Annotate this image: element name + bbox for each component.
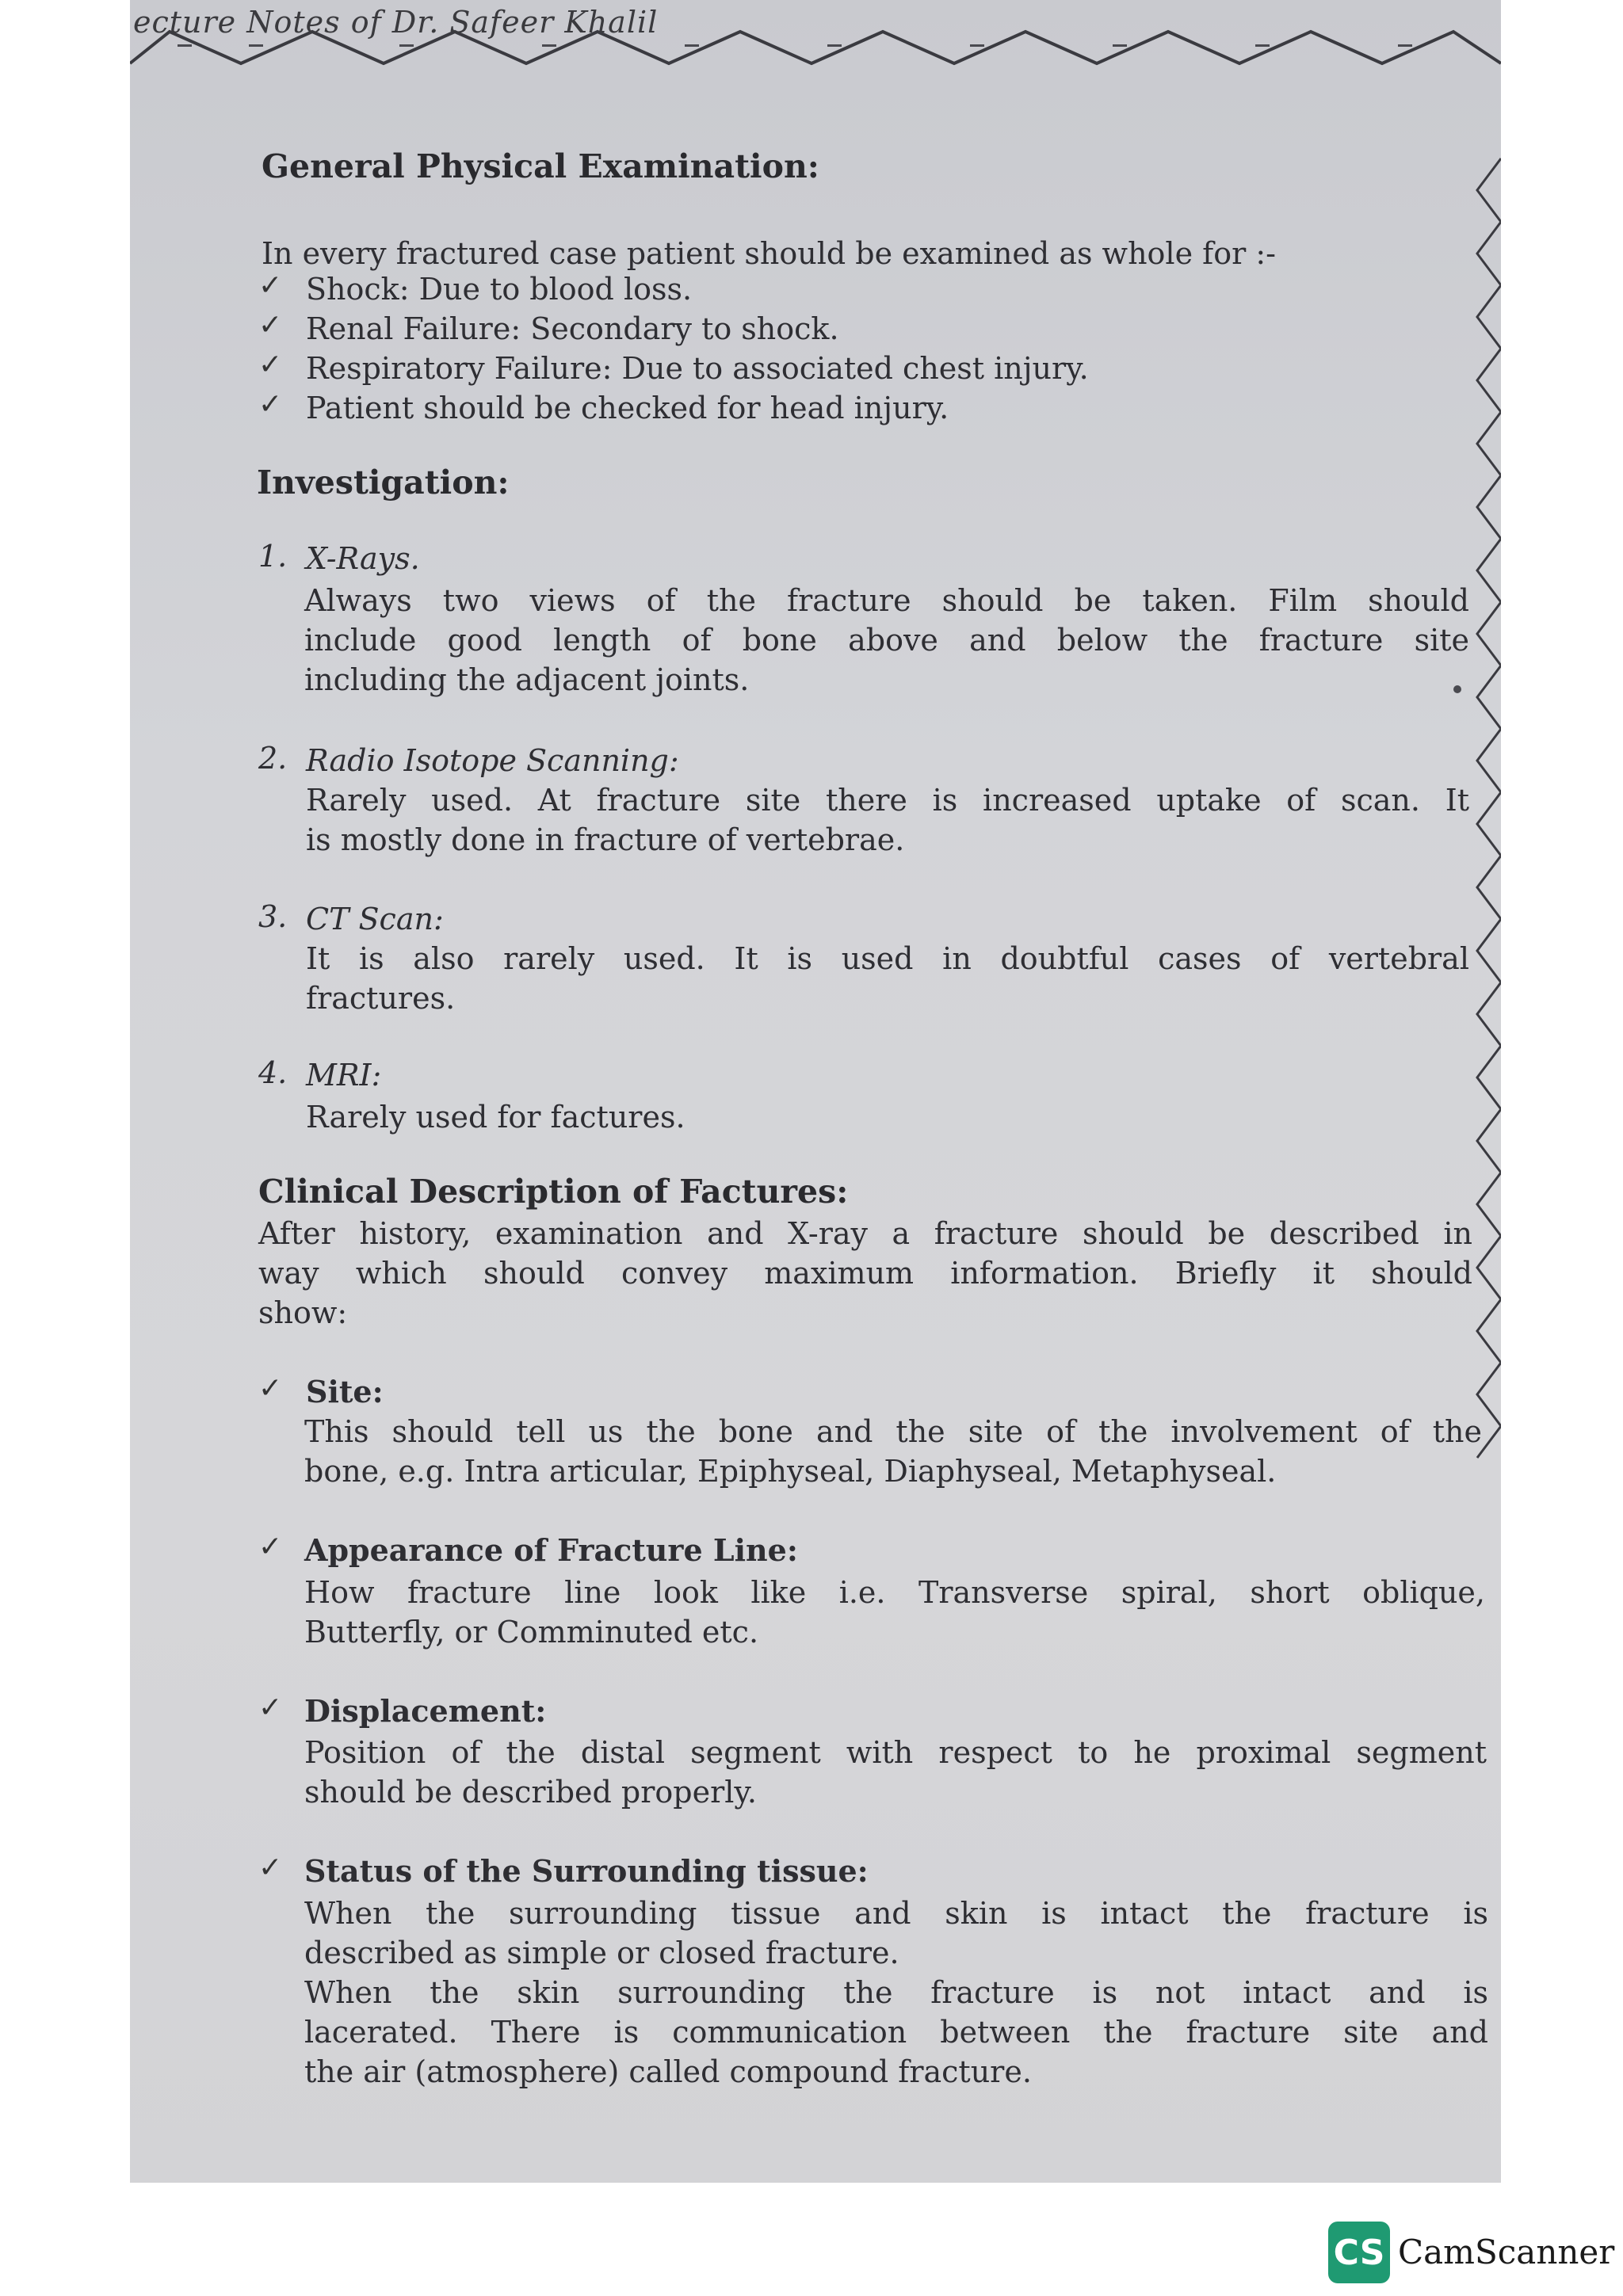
running-header: ecture Notes of Dr. Safeer Khalil — [133, 5, 659, 40]
investigation-title: X-Rays. — [306, 541, 420, 576]
clinical-item-text: When the skin surrounding the fracture is not intact and is — [304, 1975, 1488, 2010]
scanned-page — [130, 0, 1501, 2183]
clinical-item-text: should be described properly. — [304, 1775, 757, 1810]
heading-clinical-description: Clinical Description of Factures: — [258, 1173, 849, 1211]
clinical-item-title: Status of the Surrounding tissue: — [304, 1853, 869, 1889]
clinical-item-title: Displacement: — [304, 1693, 547, 1729]
check-icon: ✓ — [258, 269, 283, 302]
clinical-item-text: lacerated. There is communication between the fracture site and — [304, 2015, 1488, 2050]
gpe-item: Shock: Due to blood loss. — [306, 272, 693, 307]
list-number: 1. — [258, 539, 288, 574]
clinical-intro: way which should convey maximum information. Briefly it should — [258, 1256, 1472, 1291]
check-icon: ✓ — [258, 309, 283, 341]
investigation-text: It is also rarely used. It is used in doubtful cases of vertebral — [306, 941, 1469, 976]
investigation-title: Radio Isotope Scanning: — [306, 743, 679, 778]
heading-general-physical-examination: General Physical Examination: — [262, 147, 819, 185]
clinical-item-text: the air (atmosphere) called compound fracture. — [304, 2054, 1032, 2089]
heading-investigation: Investigation: — [257, 463, 510, 502]
investigation-title: MRI: — [306, 1058, 382, 1093]
investigation-title: CT Scan: — [306, 902, 444, 936]
list-number: 4. — [258, 1055, 288, 1090]
page-content — [130, 0, 1501, 2183]
investigation-text: is mostly done in fracture of vertebrae. — [306, 822, 905, 857]
investigation-text: fractures. — [306, 981, 456, 1016]
check-icon: ✓ — [258, 1691, 283, 1724]
clinical-intro: show: — [258, 1295, 348, 1330]
check-icon: ✓ — [258, 1852, 283, 1884]
clinical-item-text: Butterfly, or Comminuted etc. — [304, 1615, 759, 1650]
gpe-item: Patient should be checked for head injury. — [306, 391, 949, 425]
list-number: 2. — [258, 741, 288, 776]
clinical-intro: After history, examination and X-ray a fracture should be described in — [258, 1216, 1472, 1251]
investigation-text: including the adjacent joints. — [304, 662, 750, 697]
check-icon: ✓ — [258, 1372, 283, 1405]
check-icon: ✓ — [258, 388, 283, 421]
camscanner-logo: CS — [1328, 2222, 1390, 2283]
investigation-text: Always two views of the fracture should be taken. Film should — [304, 583, 1469, 618]
clinical-item-text: bone, e.g. Intra articular, Epiphyseal, Diaphyseal, Metaphyseal. — [304, 1454, 1277, 1489]
clinical-item-text: When the surrounding tissue and skin is intact the fracture is — [304, 1896, 1488, 1931]
clinical-item-text: Position of the distal segment with respect to he proximal segment — [304, 1735, 1487, 1770]
gpe-item: Respiratory Failure: Due to associated chest injury. — [306, 351, 1089, 386]
camscanner-watermark: CamScanner — [1398, 2233, 1615, 2271]
clinical-item-title: Site: — [306, 1374, 384, 1409]
clinical-item-text: How fracture line look like i.e. Transverse spiral, short oblique, — [304, 1575, 1485, 1610]
gpe-intro: In every fractured case patient should be examined as whole for :- — [262, 236, 1276, 271]
clinical-item-text: described as simple or closed fracture. — [304, 1936, 899, 1970]
gpe-item: Renal Failure: Secondary to shock. — [306, 311, 839, 346]
clinical-item-title: Appearance of Fracture Line: — [304, 1532, 798, 1568]
list-number: 3. — [258, 899, 288, 934]
investigation-text: Rarely used for factures. — [306, 1100, 685, 1135]
clinical-item-text: This should tell us the bone and the site of the involvement of the — [304, 1414, 1482, 1449]
check-icon: ✓ — [258, 1531, 283, 1563]
investigation-text: include good length of bone above and below the fracture site — [304, 623, 1469, 658]
check-icon: ✓ — [258, 349, 283, 381]
investigation-text: Rarely used. At fracture site there is increased uptake of scan. It — [306, 783, 1469, 818]
